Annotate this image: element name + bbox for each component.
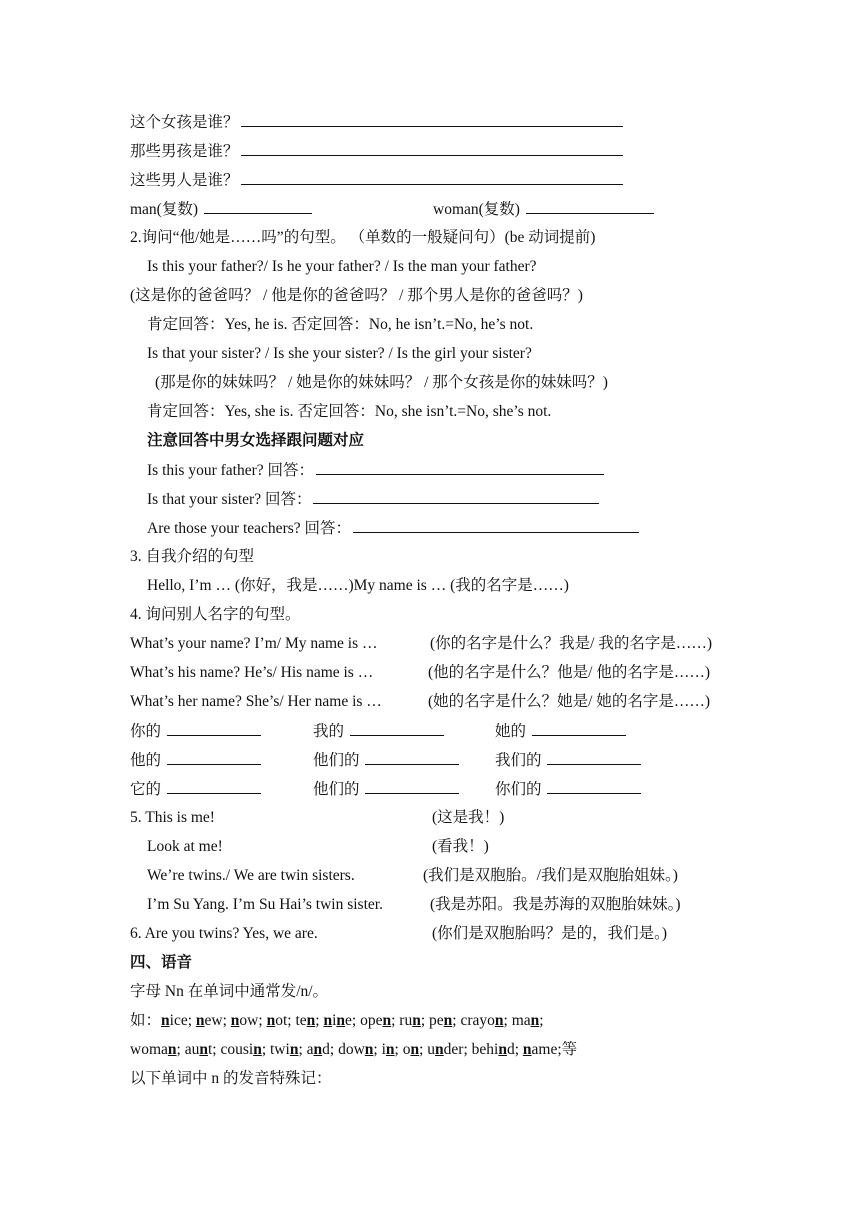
question-text: 这个女孩是谁？ [130, 114, 239, 131]
pronoun-label: 她的 [495, 723, 527, 740]
example-line: What’s her name? She’s/ Her name is … [130, 693, 382, 710]
phonics-intro: 字母 Nn 在单词中通常发/n/。 [130, 983, 329, 1000]
answer-line: 肯定回答：Yes, he is. 否定回答：No, he isn’t.=No, he’s not. [147, 316, 534, 333]
answer-blank[interactable] [350, 721, 444, 736]
pronoun-item [313, 750, 459, 771]
plural-label: woman(复数) [433, 201, 520, 218]
answer-blank[interactable] [526, 199, 654, 214]
translation-line: (她的名字是什么？她是/ 她的名字是……) [428, 693, 711, 710]
example-line: What’s his name? He’s/ His name is … [130, 664, 374, 681]
phonics-word: down [338, 1041, 374, 1058]
question-line [147, 518, 639, 539]
phonics-word: ne [336, 1012, 352, 1029]
example-line: We’re twins./ We are twin sisters. [147, 867, 355, 884]
pronoun-label: 它的 [130, 781, 162, 798]
answer-line: 肯定回答：Yes, she is. 否定回答：No, she isn’t.=No, she’s not. [147, 403, 552, 420]
section-heading: 4. 询问别人名字的句型。 [130, 606, 301, 623]
question-line [147, 460, 604, 481]
example-prefix: 如： [130, 1012, 162, 1029]
example-line: Is that your sister? / Is she your sister? / Is the girl your sister? [147, 345, 532, 362]
phonics-word: in [381, 1041, 395, 1058]
answer-blank[interactable] [313, 489, 599, 504]
answer-blank[interactable] [353, 518, 639, 533]
word-list-suffix: 等 [561, 1041, 578, 1058]
note-line: 注意回答中男女选择跟问题对应 [147, 432, 365, 449]
phonics-word: cousin [220, 1041, 262, 1058]
phonics-words-line [130, 1011, 544, 1031]
translation-line: (你的名字是什么？我是/ 我的名字是……) [430, 635, 713, 652]
answer-blank[interactable] [241, 170, 623, 185]
answer-blank[interactable] [167, 779, 261, 794]
pronoun-item [130, 721, 261, 742]
pronoun-label: 你的 [130, 723, 162, 740]
translation-line: (这是你的爸爸吗？ / 他是你的爸爸吗？ / 那个男人是你的爸爸吗？) [130, 287, 583, 304]
question-text: Is that your sister? 回答： [147, 491, 312, 508]
question-text: Are those your teachers? 回答： [147, 520, 352, 537]
section-heading: 3. 自我介绍的句型 [130, 548, 255, 565]
phonics-word: twin [270, 1041, 299, 1058]
translation-line: (这是我！) [432, 809, 505, 826]
phonics-word: nice [161, 1012, 188, 1029]
answer-blank[interactable] [241, 112, 623, 127]
pronoun-item [495, 750, 641, 771]
pronoun-item [313, 721, 444, 742]
phonics-word: pen [429, 1012, 453, 1029]
pronoun-item [130, 750, 261, 771]
example-line: 5. This is me! [130, 809, 215, 826]
translation-line: (那是你的妹妹吗？ / 她是你的妹妹吗？ / 那个女孩是你的妹妹吗？) [155, 374, 608, 391]
pronoun-item [495, 779, 641, 800]
pronoun-label: 我们的 [495, 752, 542, 769]
translation-line: (我是苏阳。我是苏海的双胞胎妹妹。) [430, 896, 681, 913]
example-line: Hello, I’m … (你好，我是……)My name is … (我的名字是……) [147, 577, 569, 594]
phonics-word: man [511, 1012, 540, 1029]
translation-line: (看我！) [432, 838, 489, 855]
answer-blank[interactable] [241, 141, 623, 156]
pronoun-label: 他们的 [313, 752, 360, 769]
word-list: woman; aunt; cousin; twin; and; down; in; on; under; behind; name; [130, 1041, 562, 1058]
question-line [130, 141, 623, 162]
pronoun-label: 他们的 [313, 781, 360, 798]
question-line [130, 112, 623, 133]
phonics-word: new [195, 1012, 223, 1029]
question-text: 那些男孩是谁？ [130, 143, 239, 160]
section-heading: 四、语音 [130, 954, 193, 971]
question-line [147, 489, 599, 510]
answer-blank[interactable] [316, 460, 604, 475]
phonics-word: not [266, 1012, 288, 1029]
question-text: 这些男人是谁？ [130, 172, 239, 189]
plural-line [433, 199, 654, 220]
pronoun-item [313, 779, 459, 800]
answer-blank[interactable] [167, 750, 261, 765]
pronoun-label: 我的 [313, 723, 345, 740]
plural-line [130, 199, 312, 220]
pronoun-label: 你们的 [495, 781, 542, 798]
example-line: Look at me! [147, 838, 223, 855]
translation-line: (他的名字是什么？他是/ 他的名字是……) [428, 664, 711, 681]
answer-blank[interactable] [547, 750, 641, 765]
phonics-word: ni [323, 1012, 337, 1029]
phonics-word: and [306, 1041, 330, 1058]
pronoun-item [130, 779, 261, 800]
word-list: nice; new; now; not; ten; nine; open; run; pen; crayon; man; [161, 1012, 544, 1029]
phonics-word: ten [295, 1012, 316, 1029]
translation-line: (你们是双胞胎吗？是的，我们是。) [432, 925, 668, 942]
translation-line: (我们是双胞胎。/我们是双胞胎姐妹。) [423, 867, 678, 884]
phonics-special: 以下单词中 n 的发音特殊记： [130, 1070, 332, 1087]
answer-blank[interactable] [365, 750, 459, 765]
question-line [130, 170, 623, 191]
answer-blank[interactable] [365, 779, 459, 794]
answer-blank[interactable] [167, 721, 261, 736]
phonics-word: run [399, 1012, 421, 1029]
pronoun-label: 他的 [130, 752, 162, 769]
example-line: What’s your name? I’m/ My name is … [130, 635, 378, 652]
phonics-word: woman [130, 1041, 177, 1058]
phonics-word: open [360, 1012, 392, 1029]
phonics-word: behind [471, 1041, 515, 1058]
phonics-word: crayon [460, 1012, 504, 1029]
pronoun-item [495, 721, 626, 742]
phonics-word: on [402, 1041, 420, 1058]
answer-blank[interactable] [532, 721, 626, 736]
phonics-word: under [427, 1041, 464, 1058]
example-line: Is this your father?/ Is he your father? / Is the man your father? [147, 258, 537, 275]
section-heading: 2.询问“他/她是……吗”的句型。 （单数的一般疑问句）(be 动词提前) [130, 229, 596, 246]
example-line: I’m Su Yang. I’m Su Hai’s twin sister. [147, 896, 383, 913]
phonics-word: aunt [184, 1041, 213, 1058]
answer-blank[interactable] [204, 199, 312, 214]
phonics-words-line [130, 1040, 577, 1060]
plural-label: man(复数) [130, 201, 199, 218]
example-line: 6. Are you twins? Yes, we are. [130, 925, 318, 942]
phonics-word: name [522, 1041, 558, 1058]
question-text: Is this your father? 回答： [147, 462, 315, 479]
phonics-word: now [230, 1012, 259, 1029]
answer-blank[interactable] [547, 779, 641, 794]
